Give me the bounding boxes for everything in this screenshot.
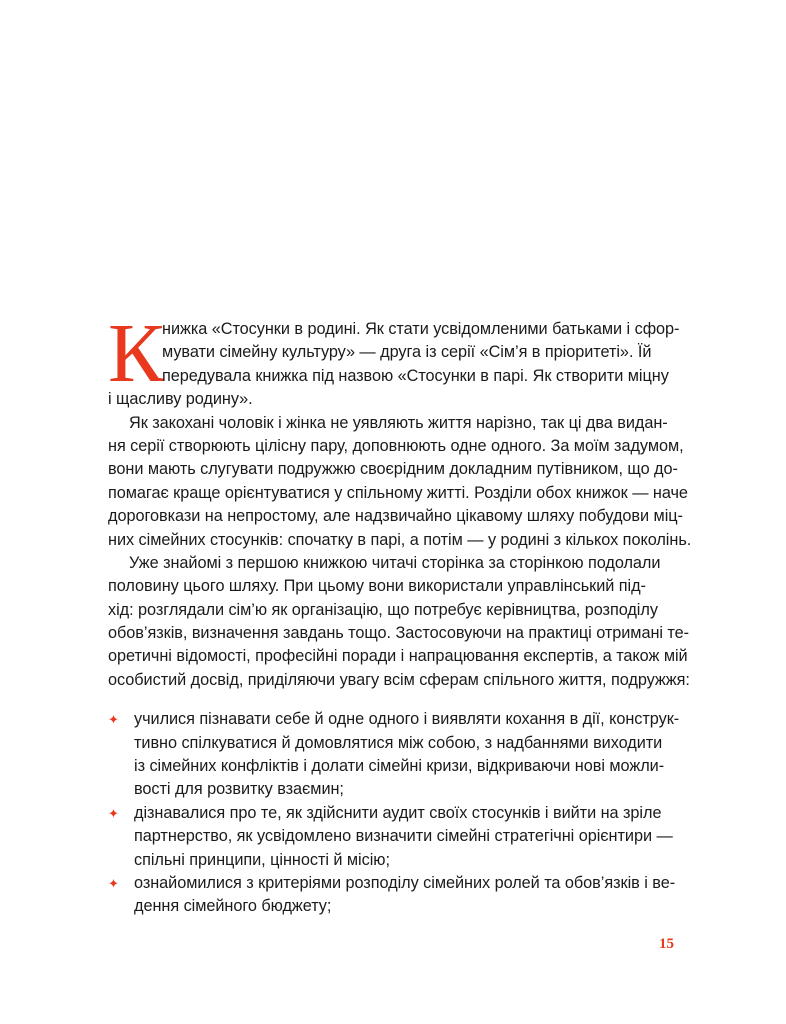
intro-line-2: мувати сімейну культуру» — друга із серії «Сім’я в пріоритеті». Їй bbox=[162, 343, 652, 362]
p2-line-3: вони мають слугувати подружжю своєрідним докладним путівником, що до- bbox=[108, 460, 678, 479]
p3-line-4: обов’язків, визначення завдань тощо. Застосовуючи на практиці отримані те- bbox=[108, 624, 690, 643]
bullet-item-1-cont bbox=[108, 755, 683, 778]
p3-line-3: хід: розглядали сім’ю як організацію, що потребує керівництва, розподілу bbox=[108, 600, 658, 619]
bullet-3-line-1: ознайомилися з критеріями розподілу сімейних ролей та обов’язків і ве- bbox=[134, 873, 676, 892]
bullet-item-1 bbox=[108, 708, 683, 731]
bullet-1-line-1: училися пізнавати себе й одне одного і виявляти кохання в дії, конструк- bbox=[134, 710, 680, 729]
star-bullet-icon: ✦ bbox=[108, 875, 119, 891]
bullet-1-line-3: із сімейних конфліктів і долати сімейні кризи, відкриваючи нові можли- bbox=[134, 757, 665, 776]
bullet-1-line-2: тивно спілкуватися й домовлятися між собою, з надбаннями виходити bbox=[134, 733, 663, 752]
star-bullet-icon: ✦ bbox=[108, 712, 119, 728]
intro-line-4: і щасливу родину». bbox=[108, 390, 253, 409]
bullet-item-1-cont bbox=[108, 732, 683, 755]
p2-line-1: Як закохані чоловік і жінка не уявляють життя нарізно, так ці два видан- bbox=[129, 413, 668, 432]
bullet-item-2-cont bbox=[108, 825, 683, 848]
body-text bbox=[108, 307, 692, 919]
p2-line-5: дороговкази на непростому, але надзвичайно цікавому шляху побудови міц- bbox=[108, 507, 683, 526]
p3-line-6: особистий досвід, приділяючи увагу всім сферам спільного життя, подружжя: bbox=[108, 670, 690, 689]
bullet-2-line-1: дізнавалися про те, як здійснити аудит своїх стосунків і вийти на зріле bbox=[134, 803, 662, 822]
bullet-2-line-2: партнерство, як усвідомлено визначити сімейні стратегічні орієнтири — bbox=[134, 827, 673, 846]
bullet-item-3 bbox=[108, 872, 683, 895]
bullet-item-2 bbox=[108, 802, 683, 825]
bullet-item-1-cont bbox=[108, 778, 683, 801]
intro-line-1: нижка «Стосунки в родині. Як стати усвідомленими батьками і сфор- bbox=[162, 320, 680, 338]
bullet-item-2-cont bbox=[108, 849, 683, 872]
list-spacer bbox=[108, 692, 683, 708]
intro-line-3: передувала книжка під назвою «Стосунки в парі. Як створити міцну bbox=[162, 366, 669, 385]
star-bullet-icon: ✦ bbox=[108, 805, 119, 821]
drop-cap: К bbox=[108, 307, 165, 400]
bullet-item-3-cont bbox=[108, 895, 683, 918]
p3-line-5: оретичні відомості, професійні поради і напрацювання експертів, а також мій bbox=[108, 647, 688, 666]
bullet-1-line-4: вості для розвитку взаємин; bbox=[134, 780, 344, 799]
p3-line-1: Уже знайомі з першою книжкою читачі сторінка за сторінкою подолали bbox=[129, 553, 661, 572]
bullet-2-line-3: спільні принципи, цінності й місію; bbox=[134, 850, 390, 869]
p2-line-6: них сімейних стосунків: спочатку в парі, а потім — у родині з кількох поколінь. bbox=[108, 530, 692, 549]
p2-line-4: помагає краще орієнтуватися у спільному житті. Розділи обох книжок — наче bbox=[108, 483, 688, 502]
bullet-3-line-2: дення сімейного бюджету; bbox=[134, 897, 332, 916]
p3-line-2: половину цього шляху. При цьому вони використали управлінський під- bbox=[108, 577, 646, 596]
page-number: 15 bbox=[659, 936, 674, 952]
p2-line-2: ня серії створюють цілісну пару, доповнюють одне одного. За моїм задумом, bbox=[108, 436, 684, 455]
